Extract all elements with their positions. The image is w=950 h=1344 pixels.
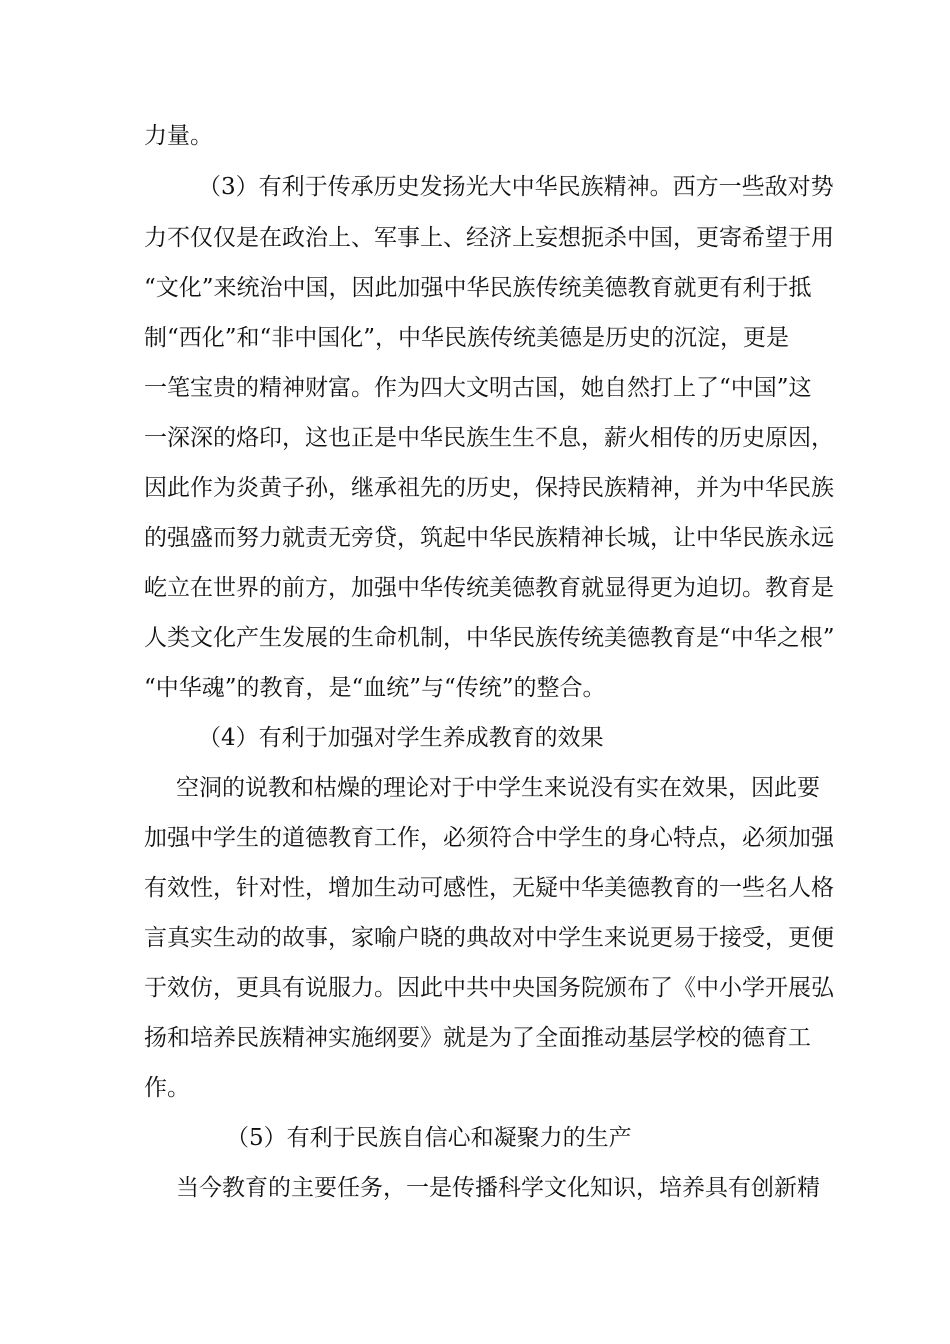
text-line: “中华魂”的教育，是“血统”与“传统”的整合。 <box>144 675 606 701</box>
text-line: 一深深的烙印，这也正是中华民族生生不息，薪火相传的历史原因， <box>144 425 834 451</box>
text-line: 言真实生动的故事，家喻户晓的典故对中学生来说更易于接受，更便 <box>144 925 834 951</box>
text-line: 力量。 <box>144 123 213 149</box>
text-line: 的强盛而努力就责无旁贷，筑起中华民族精神长城，让中华民族永远 <box>144 525 834 551</box>
text-line: 当今教育的主要任务，一是传播科学文化知识，培养具有创新精 <box>176 1175 820 1201</box>
section-heading: （4）有利于加强对学生养成教育的效果 <box>198 725 604 751</box>
text-line: 力不仅仅是在政治上、军事上、经济上妄想扼杀中国，更寄希望于用 <box>144 225 834 251</box>
text-line: 加强中学生的道德教育工作，必须符合中学生的身心特点，必须加强 <box>144 825 834 851</box>
section-heading: （5）有利于民族自信心和凝聚力的生产 <box>226 1125 632 1151</box>
text-line: （3）有利于传承历史发扬光大中华民族精神。西方一些敌对势 <box>198 174 834 200</box>
text-line: 因此作为炎黄子孙，继承祖先的历史，保持民族精神，并为中华民族 <box>144 475 834 501</box>
text-line: “文化”来统治中国，因此加强中华民族传统美德教育就更有利于抵 <box>144 275 812 301</box>
text-line: 人类文化产生发展的生命机制，中华民族传统美德教育是“中华之根” <box>144 625 835 651</box>
text-line: 于效仿，更具有说服力。因此中共中央国务院颁布了《中小学开展弘 <box>144 975 834 1001</box>
text-line: 屹立在世界的前方，加强中华传统美德教育就显得更为迫切。教育是 <box>144 575 834 601</box>
text-line: 空洞的说教和枯燥的理论对于中学生来说没有实在效果，因此要 <box>176 775 820 801</box>
text-line: 有效性，针对性，增加生动可感性，无疑中华美德教育的一些名人格 <box>144 875 834 901</box>
text-line: 作。 <box>144 1075 190 1101</box>
text-line: 一笔宝贵的精神财富。作为四大文明古国，她自然打上了“中国”这 <box>144 375 812 401</box>
text-line: 制“西化”和“非中国化”，中华民族传统美德是历史的沉淀，更是 <box>144 325 790 351</box>
text-line: 扬和培养民族精神实施纲要》就是为了全面推动基层学校的德育工 <box>144 1025 811 1051</box>
